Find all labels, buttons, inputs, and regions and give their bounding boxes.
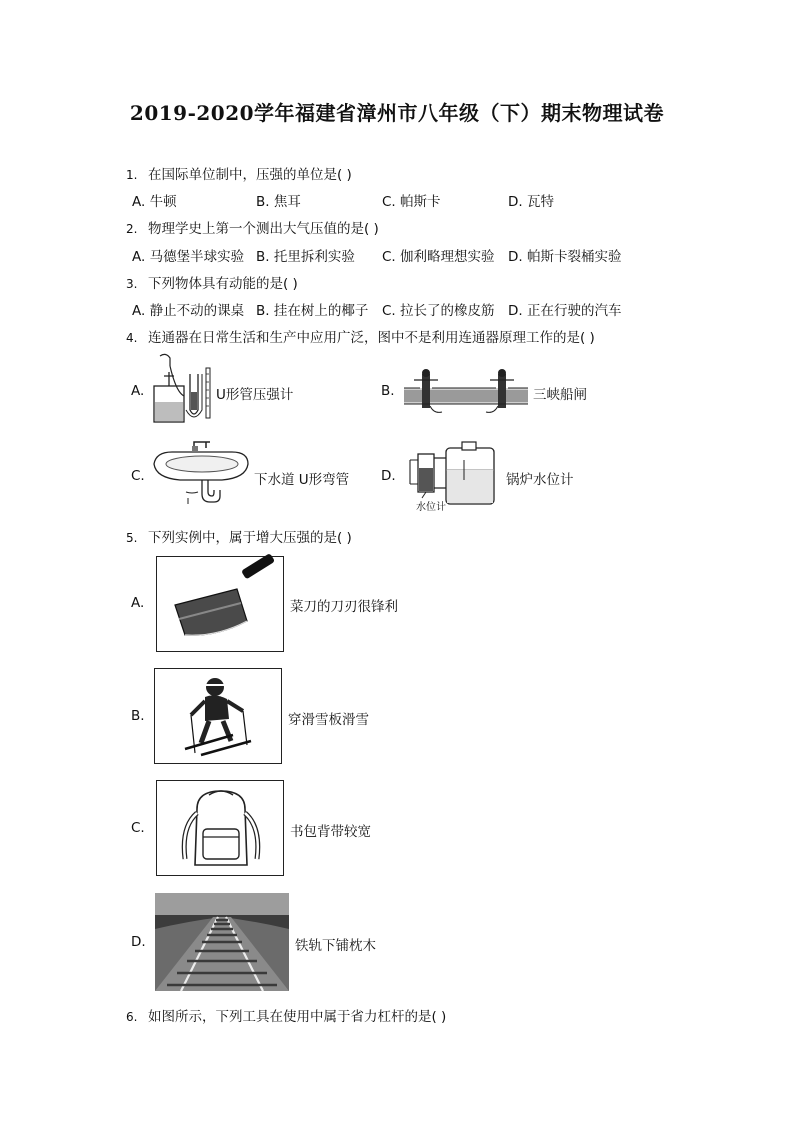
q2-option-d: D. 帕斯卡裂桶实验: [508, 249, 622, 265]
q5-option-b-caption: 穿滑雪板滑雪: [288, 712, 369, 728]
q4-option-a-caption: U形管压强计: [216, 387, 294, 403]
question-6: [126, 1005, 446, 1025]
q2-option-a: A. 马德堡半球实验: [132, 249, 245, 265]
railway-track-icon: [155, 893, 289, 991]
ship-lock-figure: [404, 366, 528, 416]
q4-option-c-letter: C.: [131, 468, 145, 484]
question-1: [126, 163, 352, 183]
q1-option-c: C. 帕斯卡: [382, 194, 441, 210]
boiler-water-gauge-figure: [404, 440, 500, 512]
question-number: 1.: [126, 168, 138, 182]
question-3: [126, 272, 298, 292]
question-number: 4.: [126, 331, 138, 345]
q5-option-a-caption: 菜刀的刀刃很锋利: [290, 599, 398, 615]
q4-option-c-caption: 下水道 U形弯管: [254, 472, 350, 488]
q5-option-b-letter: B.: [131, 708, 145, 724]
q4-option-b-letter: B.: [381, 383, 395, 399]
q5-option-d-caption: 铁轨下铺枕木: [295, 938, 376, 954]
question-stem: 连通器在日常生活和生产中应用广泛，图中不是利用连通器原理工作的是( ): [148, 330, 595, 346]
question-number: 2.: [126, 222, 138, 236]
question-stem: 如图所示，下列工具在使用中属于省力杠杆的是( ): [148, 1009, 447, 1025]
q4-option-b-caption: 三峡船闸: [533, 387, 587, 403]
q4-option-a-letter: A.: [131, 383, 145, 399]
q1-option-b: B. 焦耳: [256, 194, 301, 210]
question-5: [126, 526, 352, 546]
q5-option-c-caption: 书包背带较宽: [290, 824, 371, 840]
question-number: 6.: [126, 1010, 138, 1024]
railway-track-image: [155, 893, 289, 991]
q4-option-d-caption: 锅炉水位计: [506, 472, 574, 488]
q2-option-b: B. 托里拆利实验: [256, 249, 355, 265]
sink-u-bend-figure: [152, 440, 250, 508]
question-stem: 在国际单位制中，压强的单位是( ): [148, 167, 352, 183]
question-stem: 物理学史上第一个测出大气压值的是( ): [148, 221, 379, 237]
u-tube-manometer-figure: [150, 352, 212, 426]
q3-option-b: B. 挂在树上的椰子: [256, 303, 369, 319]
q5-option-d-letter: D.: [131, 934, 146, 950]
skier-icon: [155, 669, 281, 763]
question-4: [126, 326, 595, 346]
question-number: 3.: [126, 277, 138, 291]
schoolbag-image: [156, 780, 284, 876]
skier-image: [154, 668, 282, 764]
question-2: [126, 217, 379, 237]
q2-option-c: C. 伽利略理想实验: [382, 249, 495, 265]
q1-option-d: D. 瓦特: [508, 194, 554, 210]
page-title: 2019-2020学年福建省漳州市八年级（下）期末物理试卷: [129, 101, 665, 125]
q5-option-c-letter: C.: [131, 820, 145, 836]
q3-option-a: A. 静止不动的课桌: [132, 303, 245, 319]
q4-option-d-letter: D.: [381, 468, 396, 484]
water-gauge-label: 水位计: [416, 502, 446, 513]
kitchen-knife-icon: [157, 557, 283, 651]
question-stem: 下列物体具有动能的是( ): [148, 276, 298, 292]
kitchen-knife-image: [156, 556, 284, 652]
schoolbag-icon: [157, 781, 283, 875]
q5-option-a-letter: A.: [131, 595, 145, 611]
q3-option-c: C. 拉长了的橡皮筋: [382, 303, 495, 319]
q1-option-a: A. 牛顿: [132, 194, 177, 210]
question-stem: 下列实例中，属于增大压强的是( ): [148, 530, 352, 546]
question-number: 5.: [126, 531, 138, 545]
q3-option-d: D. 正在行驶的汽车: [508, 303, 622, 319]
